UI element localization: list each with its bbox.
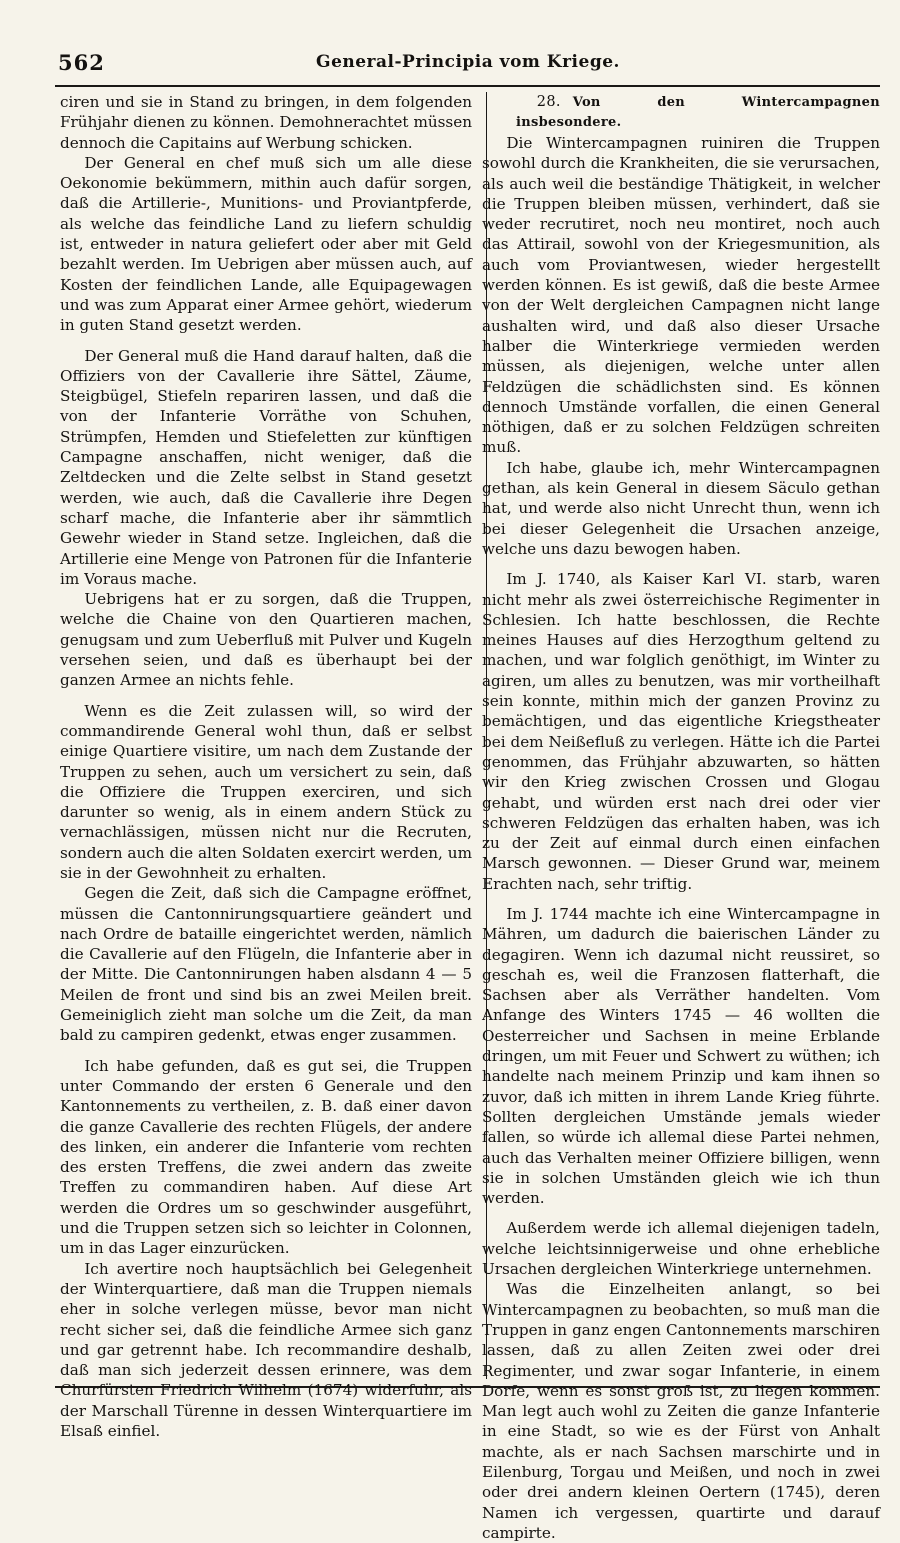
left-column: [60, 92, 472, 1440]
paragraph: ciren und sie in Stand zu bringen, in dem folgenden Frühjahr dienen zu können. Demohnerachtet müssen dennoch die Capitains auf Werbung schicken.: [60, 93, 472, 152]
footer-rule: [55, 1386, 880, 1388]
paragraph: Was die Einzelheiten anlangt, so bei Wintercampagnen zu beobachten, so muß man die Truppen in ganz engen Cantonnements marschiren lassen, daß zu allen Zeiten zwei oder drei Regimenter, und zwar sogar Infanterie, in einem Dorfe, wenn es sonst groß ist, zu liegen kommen. Man legt auch wohl zu Zeiten die ganze Infanterie in eine Stadt, so wie es der Fürst von Anhalt machte, als er nach Sachsen marschirte und in Eilenburg, Torgau und Meißen, und noch in zwei oder drei andern kleinen Oertern (1745), deren Namen ich vergessen, quartirte und darauf campirte.: [482, 1280, 880, 1542]
paragraph: Ich habe, glaube ich, mehr Wintercampagnen gethan, als kein General in diesem Säculo gethan hat, und werde also nicht Unrecht thun, wenn ich bei dieser Gelegenheit die Ursachen anzeige, welche uns dazu bewogen haben.: [482, 458, 880, 558]
page-number: 562: [58, 50, 105, 75]
running-head: General-Principia vom Kriege.: [316, 52, 620, 72]
paragraph: Im J. 1740, als Kaiser Karl VI. starb, waren nicht mehr als zwei österreichische Regimenter in Schlesien. Ich hatte beschlossen, die Rechte meines Hauses auf dies Herzogthum geltend zu machen, und war folglich genöthigt, im Winter zu agiren, um alles zu benutzen, was mir vortheilhaft sein konnte, mithin mich der ganzen Provinz zu bemächtigen, und das eigentliche Kriegstheater bei dem Neißefluß zu verlegen. Hätte ich die Partei genommen, das Frühjahr abzuwarten, so hätten wir den Krieg zwischen Crossen und Glogau gehabt, und würden erst nach drei oder vier schweren Feldzügen das erhalten haben, was ich zu der Zeit auf einmal durch einen einfachen Marsch gewonnen. — Dieser Grund war, meinem Erachten nach, sehr triftig.: [482, 570, 880, 893]
section-heading: [482, 92, 880, 133]
paragraph: Uebrigens hat er zu sorgen, daß die Truppen, welche die Chaine von den Quartieren machen, genugsam und zum Ueberfluß mit Pulver und Kugeln versehen seien, und daß es überhaupt bei der ganzen Armee an nichts fehle.: [60, 590, 472, 690]
paragraph: Ich habe gefunden, daß es gut sei, die Truppen unter Commando der ersten 6 Generale und den Kantonnements zu vertheilen, z. B. daß einer davon die ganze Cavallerie des rechten Flügels, der andere des linken, ein anderer die Infanterie vom rechten des ersten Treffens, die zwei andern das zweite Treffen zu commandiren haben. Auf diese Art werden die Ordres um so geschwinder ausgeführt, und die Truppen setzen sich so leichter in Colonnen, um in das Lager einzurücken.: [60, 1056, 472, 1258]
right-column: [482, 92, 880, 1542]
page-header: [58, 42, 878, 78]
header-rule: [55, 85, 880, 87]
paragraph: Ich avertire noch hauptsächlich bei Gelegenheit der Winterquartiere, daß man die Truppen niemals eher in solche verlegen müsse, bevor man nicht recht sicher sei, daß die feindliche Armee sich ganz und gar getrennt habe. Ich recommandire deshalb, daß man sich jederzeit dessen erinnere, was dem Churfürsten Friedrich Wilhelm (1674) widerfuhr, als der Marschall Türenne in dessen Winterquartiere im Elsaß einfiel.: [60, 1259, 472, 1440]
paragraph: Wenn es die Zeit zulassen will, so wird der commandirende General wohl thun, daß er selbst einige Quartiere visitire, um nach dem Zustande der Truppen zu sehen, auch um versichert zu sein, daß die Offiziere die Truppen exerciren, und sich darunter so wenig, als in einem andern Stück zu vernachlässigen, müssen nicht nur die Recruten, sondern auch die alten Soldaten exercirt werden, um sie in der Gewohnheit zu erhalten.: [60, 701, 472, 882]
paragraph: Der General en chef muß sich um alle diese Oekonomie bekümmern, mithin auch dafür sorgen, daß die Artillerie-, Munitions- und Proviantpferde, als welche das feindliche Land zu liefern schuldig ist, entweder in natura geliefert oder aber mit Geld bezahlt werden. Im Uebrigen aber müssen auch, auf Kosten der feindlichen Lande, alle Equipagewagen und was zum Apparat einer Armee gehört, wiederum in guten Stand gesetzt werden.: [60, 153, 472, 335]
paragraph: Die Wintercampagnen ruiniren die Truppen sowohl durch die Krankheiten, die sie verursachen, als auch weil die beständige Thätigkeit, in welcher die Truppen bleiben müssen, verhindert, daß sie weder recrutiret, noch neu montiret, noch auch das Attirail, sowohl von der Kriegesmunition, als auch vom Proviantwesen, wieder hergestellt werden können. Es ist gewiß, daß die beste Armee von der Welt dergleichen Campagnen nicht lange aushalten wird, und daß also dieser Ursache halber die Winterkriege vermieden werden müssen, als diejenigen, welche unter allen Feldzügen die schädlichsten sind. Es können dennoch Umstände vorfallen, die einen General nöthigen, daß er zu solchen Feldzügen schreiten muß.: [482, 134, 880, 457]
section-number: 28.: [536, 94, 561, 110]
paragraph: Der General muß die Hand darauf halten, daß die Offiziers von der Cavallerie ihre Sättel, Zäume, Steigbügel, Stiefeln repariren lassen, und daß die von der Infanterie Vorräthe von Schuhen, Strümpfen, Hemden und Stiefeletten zur künftigen Campagne anschaffen, nicht weniger, daß die Zeltdecken und die Zelte selbst in Stand gesetzt werden, wie auch, daß die Cavallerie ihre Degen scharf mache, die Infanterie aber ihr sämmtlich Gewehr wieder in Stand setze. Ingleichen, daß die Artillerie eine Menge von Patronen für die Infanterie im Voraus mache.: [60, 346, 472, 588]
paragraph: Außerdem werde ich allemal diejenigen tadeln, welche leichtsinnigerweise und ohne erhebliche Ursachen dergleichen Winterkriege unternehmen.: [482, 1219, 880, 1279]
paragraph: Im J. 1744 machte ich eine Wintercampagne in Mähren, um dadurch die baierischen Länder zu degagiren. Wenn ich dazumal nicht reussiret, so geschah es, weil die Franzosen flatterhaft, die Sachsen aber als Verräther handelten. Vom Anfange des Winters 1745 — 46 wollten die Oesterreicher und Sachsen in meine Erblande dringen, um mit Feuer und Schwert zu wüthen; ich handelte nach meinem Prinzip und kam ihnen so zuvor, daß ich mitten in ihrem Lande Krieg führte. Sollten dergleichen Umstände jemals wieder fallen, so würde ich allemal diese Partei nehmen, auch das Verhalten meiner Offiziere billigen, wenn sie in solchen Umständen gleich wie ich thun werden.: [482, 904, 880, 1208]
paragraph: Gegen die Zeit, daß sich die Campagne eröffnet, müssen die Cantonnirungsquartiere geändert und nach Ordre de bataille eingerichtet werden, nämlich die Cavallerie auf den Flügeln, die Infanterie aber in der Mitte. Die Cantonnirungen haben alsdann 4 — 5 Meilen de front und sind bis an zwei Meilen breit. Gemeiniglich zieht man solche um die Zeit, da man bald zu campiren gedenkt, etwas enger zusammen.: [60, 884, 472, 1045]
section-title: Von den Wintercampagnen insbesondere.: [516, 95, 880, 130]
